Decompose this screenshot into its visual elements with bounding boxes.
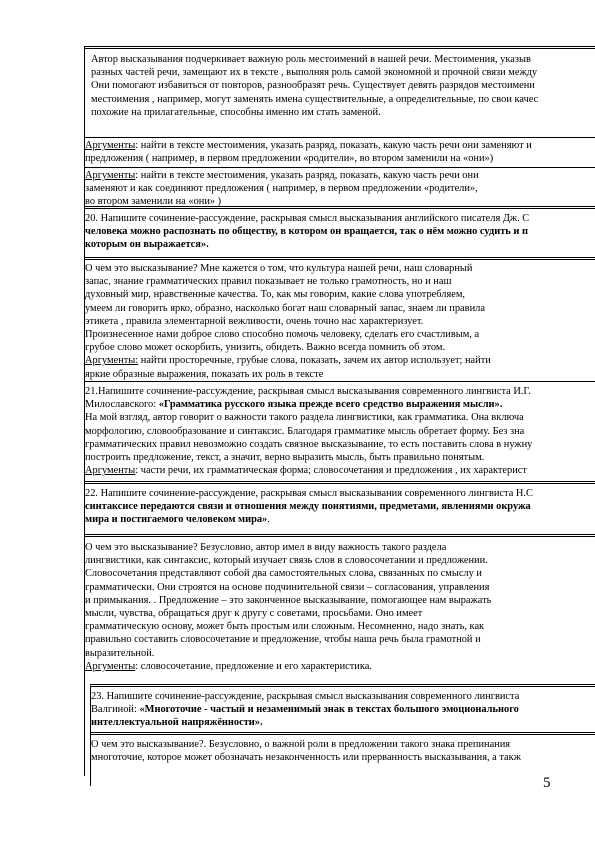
arguments-label: Аргументы <box>85 140 136 151</box>
text-line: предложения ( например, в первом предложении «родители», во втором заменили на «они») <box>85 153 494 165</box>
task-title: 21.Напишите сочинение-рассуждение, раскрывая смысл высказывания современного лингвиста И.Г. <box>85 386 531 397</box>
text-line: Они помогают избавиться от повторов, разнообразят речь. Существует девять разрядов местоимени <box>91 80 535 92</box>
text-line: грубое слово может оскорбить, унизить, обидеть. Важно всегда помнить об этом. <box>85 342 446 354</box>
text-line: О чем это высказывание? Мне кажется о том, что культура нашей речи, наш словарный <box>85 263 473 274</box>
task-title: 20. Напишите сочинение-рассуждение, раскрывая смысл высказывания английского писателя Дж. С <box>85 213 530 224</box>
text-line: похожие на прилагательные, способны именно им стать заменой. <box>91 106 381 118</box>
text-line: лингвистики, как синтаксис, который изучает связь слов в словосочетании и предложении. <box>85 555 488 567</box>
task-title: 22. Напишите сочинение-рассуждение, раскрывая смысл высказывания современного лингвиста Н.С <box>85 488 533 499</box>
arguments-label: Аргументы <box>85 465 136 477</box>
task-22-heading: 22. Напишите сочинение-рассуждение, раскрывая смысл высказывания современного лингвиста Н.С синтаксисе передаются связи и отношения между понятиями, предметами, явлениями окружа мира и постигаемого человеком мира». <box>84 481 595 539</box>
arguments-label: Аргументы: <box>85 355 139 367</box>
text-line: морфологию, словообразование и синтаксис. Благодаря грамматике мысль обретает форму. Без зна <box>85 425 525 437</box>
arguments-block <box>84 137 595 169</box>
text-line: правильно составить словосочетание и предложение, чтобы наша речь была грамотной и <box>85 634 481 646</box>
quote-text: мира и постигаемого человеком мира» <box>85 514 268 526</box>
text-line: : найти в тексте местоимения, указать разряд, показать, какую часть речи они заменяют и <box>135 140 532 151</box>
quote-text: интеллектуальной напряжённости». <box>91 717 263 729</box>
text-line: грамматически. Они строятся на основе подчинительной связи – согласования, управления <box>85 581 490 593</box>
task-23-block <box>90 684 595 786</box>
text-line: На мой взгляд, автор говорит о важности такого раздела лингвистики, как грамматика. Она включа <box>85 412 524 424</box>
answer-20-block <box>84 257 595 386</box>
author-name: Милославского: <box>85 399 159 411</box>
quote-text: «Многоточие - частый и незаменимый знак в текстах большого эмоционального <box>139 704 519 716</box>
quote-text: которым он выражается». <box>85 239 209 251</box>
text-line: : словосочетание, предложение и его характеристика. <box>135 660 372 672</box>
text-line: мысли, чувства, обращаться друг к другу с советами, просьбами. Оно имеет <box>85 607 423 619</box>
text-line: запас, знание грамматических правил показывает не только грамотность, но и наш <box>85 276 452 288</box>
intro-block <box>84 46 595 145</box>
text-line: грамматическую основу, может быть простым или сложным. Несомненно, надо знать, как <box>85 621 485 633</box>
quote-text: человека можно распознать по обществу, в котором он вращается, так о нём можно судить и п <box>85 226 528 238</box>
text-line: построить предложение, текст, а значит, верно выразить мысль, быть правильно понятым. <box>85 451 485 463</box>
text-line: Автор высказывания подчеркивает важную роль местоимений в нашей речи. Местоимения, указыв <box>91 54 531 65</box>
answer-23 <box>91 732 595 764</box>
page-number: 5 <box>543 775 551 791</box>
text-line: О чем это высказывание?. Безусловно, о важной роли в предложении такого знака препинания <box>91 738 511 750</box>
text-line: выразительной. <box>85 647 155 659</box>
text-line: грамматических правил невозможно создать связное высказывание, то есть поставить слова в нужну <box>85 438 533 450</box>
text-line: О чем это высказывание? Безусловно, автор имел в виду важность такого раздела <box>85 542 447 553</box>
text-line: духовный мир, нравственные качества. То, как мы говорим, какие слова употребляем, <box>85 289 466 301</box>
text-line: Словосочетания представляют собой два самостоятельных слова, связанных по смыслу и <box>85 568 482 580</box>
text-line: многоточие, которое может обозначать незаконченность или прерванность высказывания, а такж <box>91 751 521 763</box>
task-21-block <box>84 381 595 485</box>
text-line: местоимения , например, могут заменять имена существительные, а определительные, по свои качес <box>91 93 539 105</box>
text-line: этикета , правила элементарной вежливости, очень точно нас характеризует. <box>85 315 424 327</box>
text-line: и примыкания. . Предложение – это законченное высказывание, помогающее нам выражать <box>85 594 492 606</box>
text-line: Произнесенное нами доброе слово способно помочь человеку, сделать его счастливым, а <box>85 328 480 340</box>
author-name: Валгиной: <box>91 704 140 716</box>
task-20-heading <box>84 206 595 262</box>
quote-text: «Грамматика русского языка прежде всего средство выражения мысли». <box>158 399 503 411</box>
text-line: разных частей речи, замещают их в тексте , выполняя роль самой экономной и прочной связи между <box>91 67 538 79</box>
task-title: 23. Напишите сочинение-рассуждение, раскрывая смысл высказывания современного лингвиста <box>91 691 520 702</box>
arguments-block <box>84 167 595 209</box>
text-line: заменяют и как соединяют предложения ( например, в первом предложении «родители», <box>85 183 478 195</box>
text-line: : части речи, их грамматическая форма; словосочетания и предложения , их характерист <box>135 465 527 477</box>
document-page <box>84 46 595 786</box>
text-line: умеем ли говорить ярко, образно, насколько богат наш словарный запас, знаем ли правила <box>85 302 485 314</box>
text-line: во втором заменили на «они» ) <box>85 196 222 208</box>
quote-text: синтаксисе передаются связи и отношения между понятиями, предметами, явлениями окружа <box>85 501 531 513</box>
arguments-label: Аргументы <box>85 170 136 181</box>
text-line: яркие образные выражения, показать их роль в тексте <box>85 368 324 380</box>
arguments-label: Аргументы <box>85 660 136 672</box>
text-line: найти просторечные, грубые слова, показать, зачем их автор использует; найти <box>138 355 491 367</box>
text-line: : найти в тексте местоимения, указать разряд, показать, какую часть речи они <box>135 170 479 181</box>
answer-22-block <box>84 534 595 691</box>
